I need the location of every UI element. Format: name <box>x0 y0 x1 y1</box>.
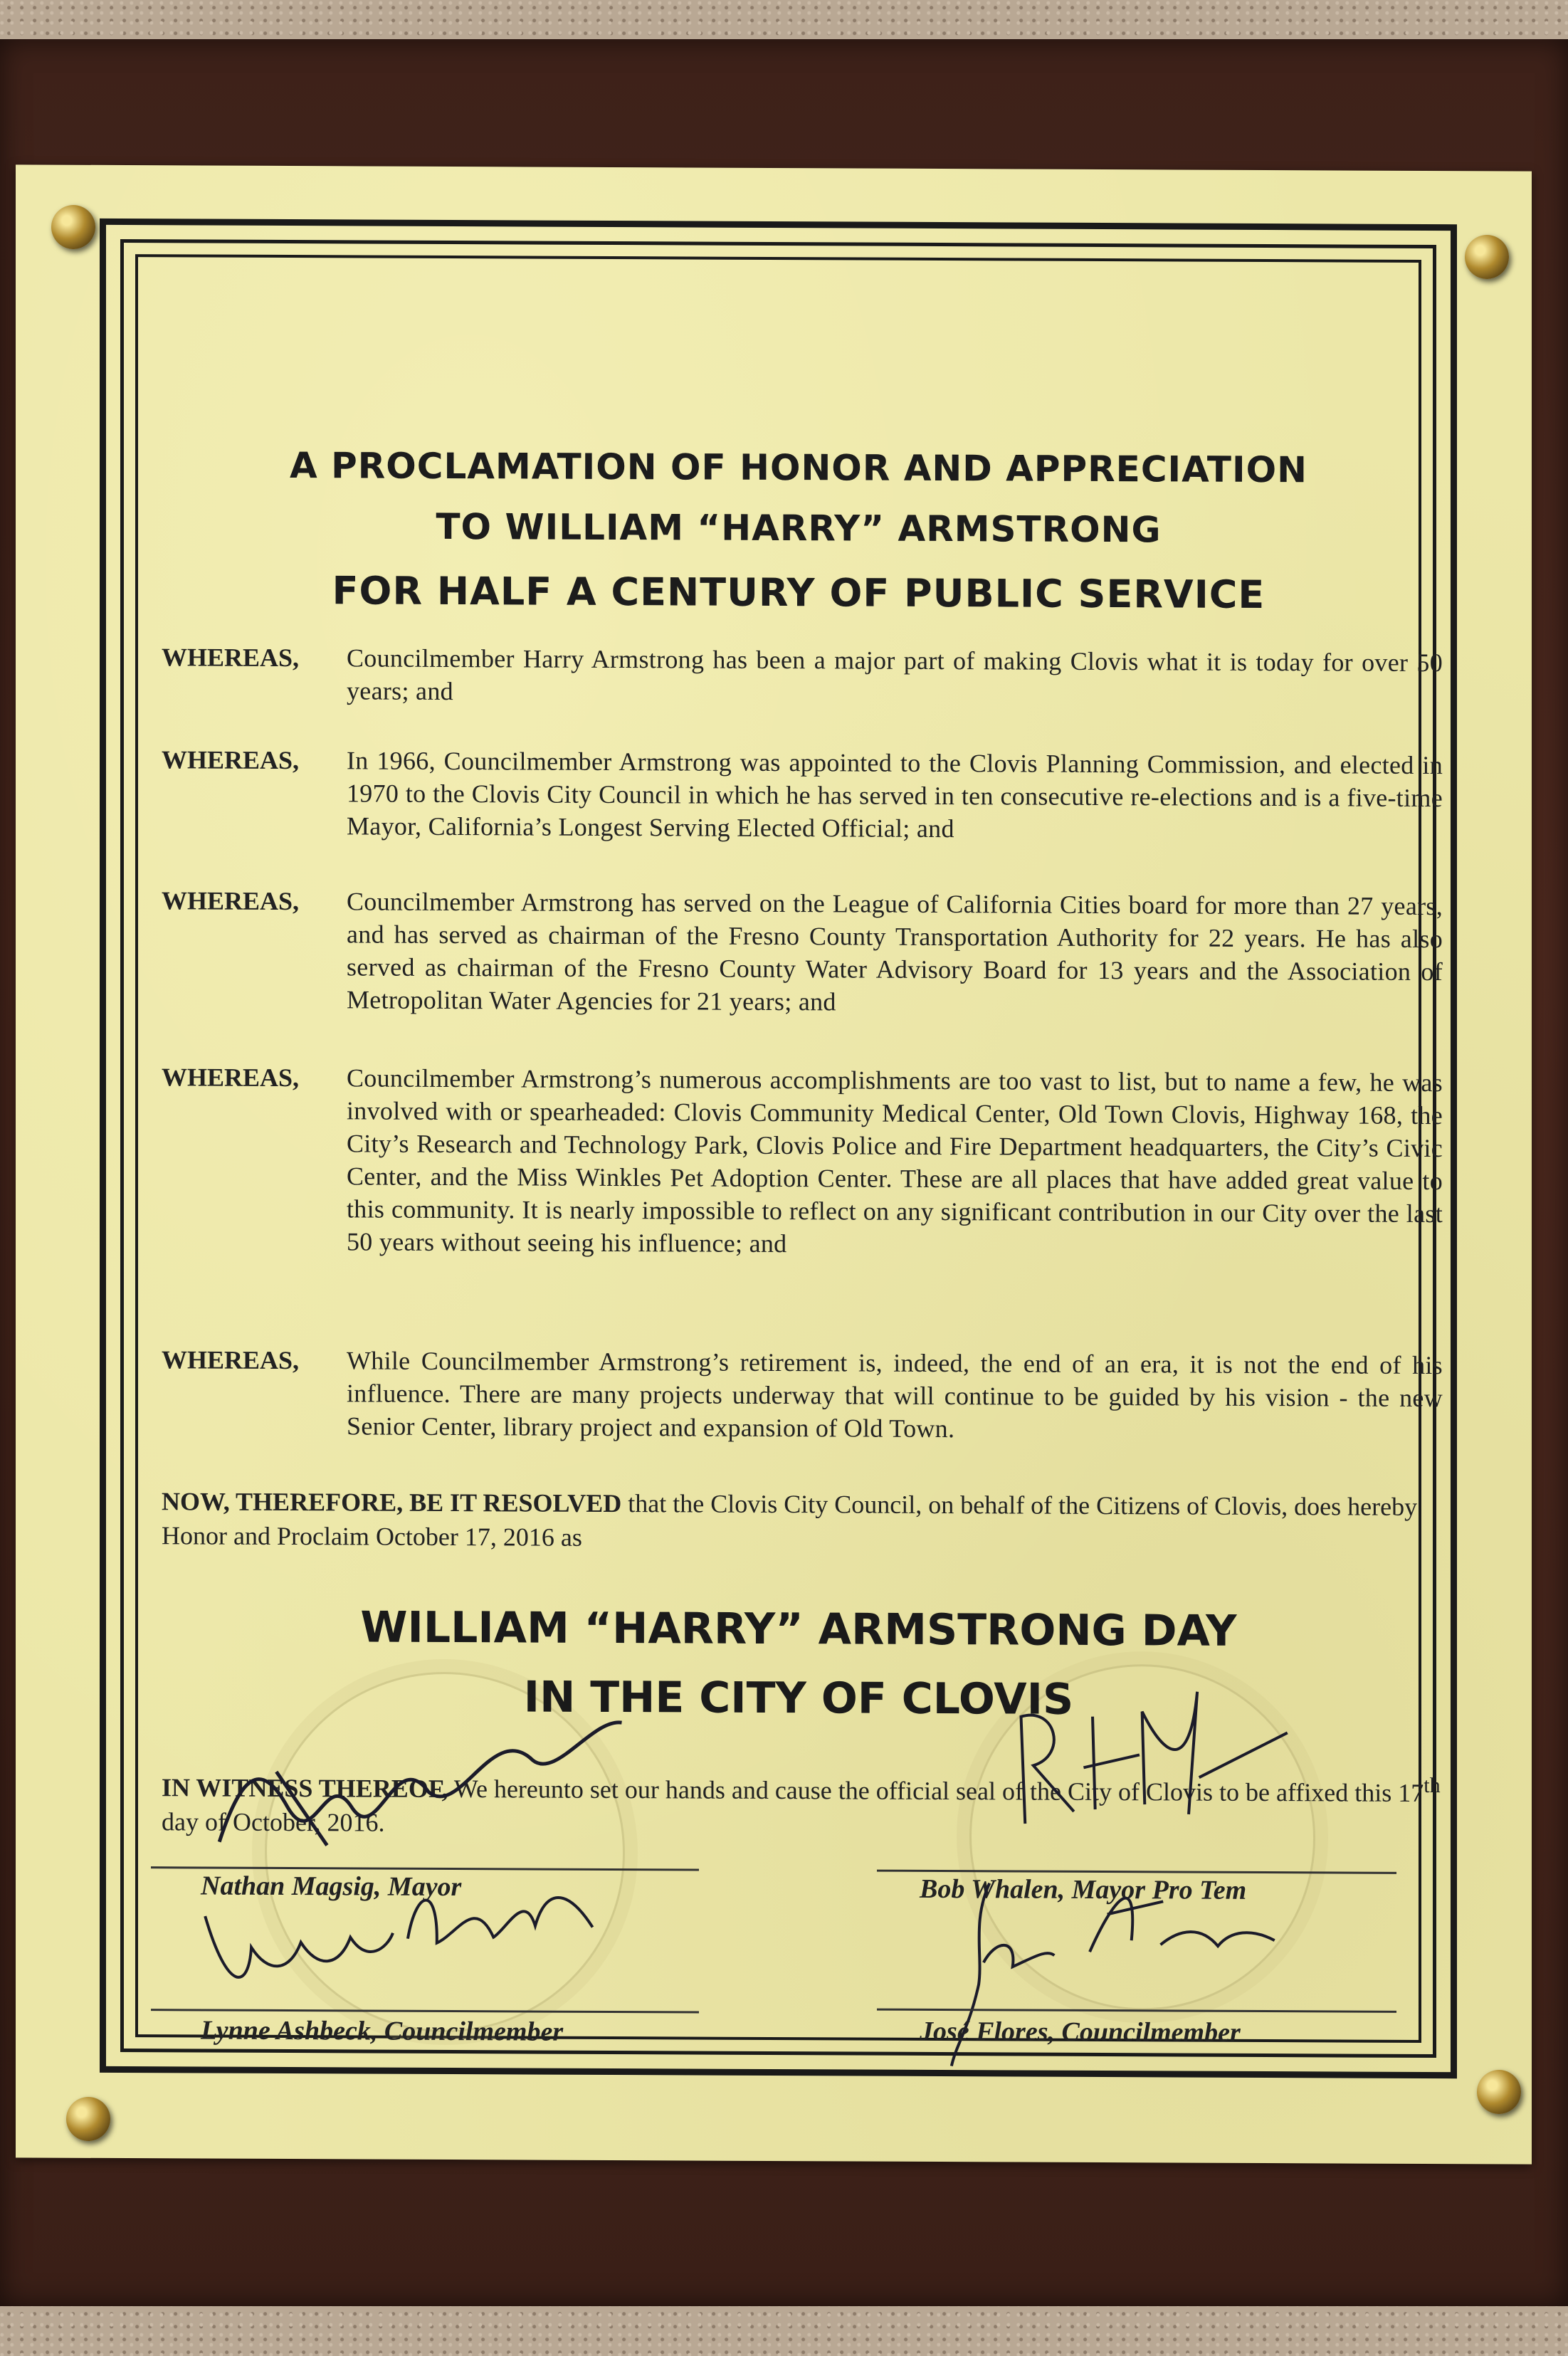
resolution-text <box>162 1484 1443 1558</box>
whereas-paragraph <box>162 1343 1443 1447</box>
signatory-name: Nathan Magsig, Mayor <box>201 1871 462 1903</box>
proclaimed-day-line-2: IN THE CITY OF CLOVIS <box>523 1672 1074 1725</box>
paragraph-text: Councilmember Armstrong’s numerous accomplishments are too vast to list, but to name a few, he was involved with or spearheaded: Clovis Community Medical Center, Old Town Clovis, Highway 168, the City’s Research and Technology Park, Clovis Police and Fire Department headquarters, the City’s Civic Center, and the Miss Winkles Pet Adoption Center. These are all places that have added great value to this community. It is nearly impossible to reflect on any significant contribution in our City over the last 50 years without seeing his influence; and <box>347 1063 1443 1258</box>
brass-pin-top-right <box>1465 235 1509 279</box>
whereas-label: WHEREAS, <box>162 745 300 775</box>
paragraph-text: In 1966, Councilmember Armstrong was appointed to the Clovis Planning Commission, and elected in 1970 to the Clovis City Council in which he has served in ten consecutive re-elections and is a five-time Mayor, California’s Longest Serving Elected Official; and <box>347 746 1443 843</box>
paragraph-text: Councilmember Armstrong has served on the League of California Cities board for more than 27 years, and has served as chairman of the Fresno County Transportation Authority for 22 years. He has also served as chairman of the Fresno County Water Advisory Board for 13 years and the Association of Metropolitan Water Agencies for 21 years; and <box>347 887 1443 1016</box>
title-line-1: A PROCLAMATION OF HONOR AND APPRECIATION <box>290 445 1307 491</box>
brass-pin-top-left <box>51 205 95 249</box>
witness-lead: IN WITNESS THEREOF, <box>162 1773 448 1804</box>
witness-body-1: We hereunto set our hands and cause the official seal of the City of Clovis to be affixed this 17 <box>448 1774 1424 1807</box>
signature-councilmember-flores <box>923 1824 1315 2089</box>
witness-ordinal: th <box>1424 1773 1441 1798</box>
whereas-paragraph <box>162 1061 1443 1263</box>
whereas-label: WHEREAS, <box>162 643 300 673</box>
paragraph-text: While Councilmember Armstrong’s retirement is, indeed, the end of an era, it is not the end of his influence. There are many projects underway that will continue to be guided by his vision - the new Senior Center, library project and expansion of Old Town. <box>347 1346 1443 1443</box>
whereas-label: WHEREAS, <box>162 1345 300 1375</box>
whereas-paragraph <box>162 884 1443 1021</box>
whereas-paragraph <box>162 641 1443 712</box>
title-line-2: TO WILLIAM “HARRY” ARMSTRONG <box>436 505 1162 551</box>
handwritten-signature <box>998 1668 1310 1839</box>
whereas-label: WHEREAS, <box>162 886 300 916</box>
title-line-3: FOR HALF A CENTURY OF PUBLIC SERVICE <box>332 568 1266 618</box>
signatory-name: Bob Whalen, Mayor Pro Tem <box>920 1873 1247 1905</box>
signatory-name: Lynne Ashbeck, Councilmember <box>201 2015 564 2047</box>
signatory-name: José Flores, Councilmember <box>920 2016 1241 2048</box>
paragraph-text: Councilmember Harry Armstrong has been a major part of making Clovis what it is today for over 50 years; and <box>347 643 1443 706</box>
whereas-paragraph <box>162 743 1443 847</box>
proclaimed-day-line-1: WILLIAM “HARRY” ARMSTRONG DAY <box>360 1602 1237 1656</box>
witness-body-2: day of October, 2016. <box>162 1807 385 1837</box>
resolution-body: that the Clovis City Council, on behalf of the Citizens of Clovis, does hereby Honor and Proclaim October 17, 2016 as <box>162 1489 1418 1552</box>
brass-pin-bottom-right <box>1477 2070 1521 2114</box>
whereas-label: WHEREAS, <box>162 1063 300 1093</box>
resolution-lead: NOW, THEREFORE, BE IT RESOLVED <box>162 1487 622 1518</box>
brass-pin-bottom-left <box>66 2097 110 2141</box>
proclamation-document <box>16 164 1532 2164</box>
